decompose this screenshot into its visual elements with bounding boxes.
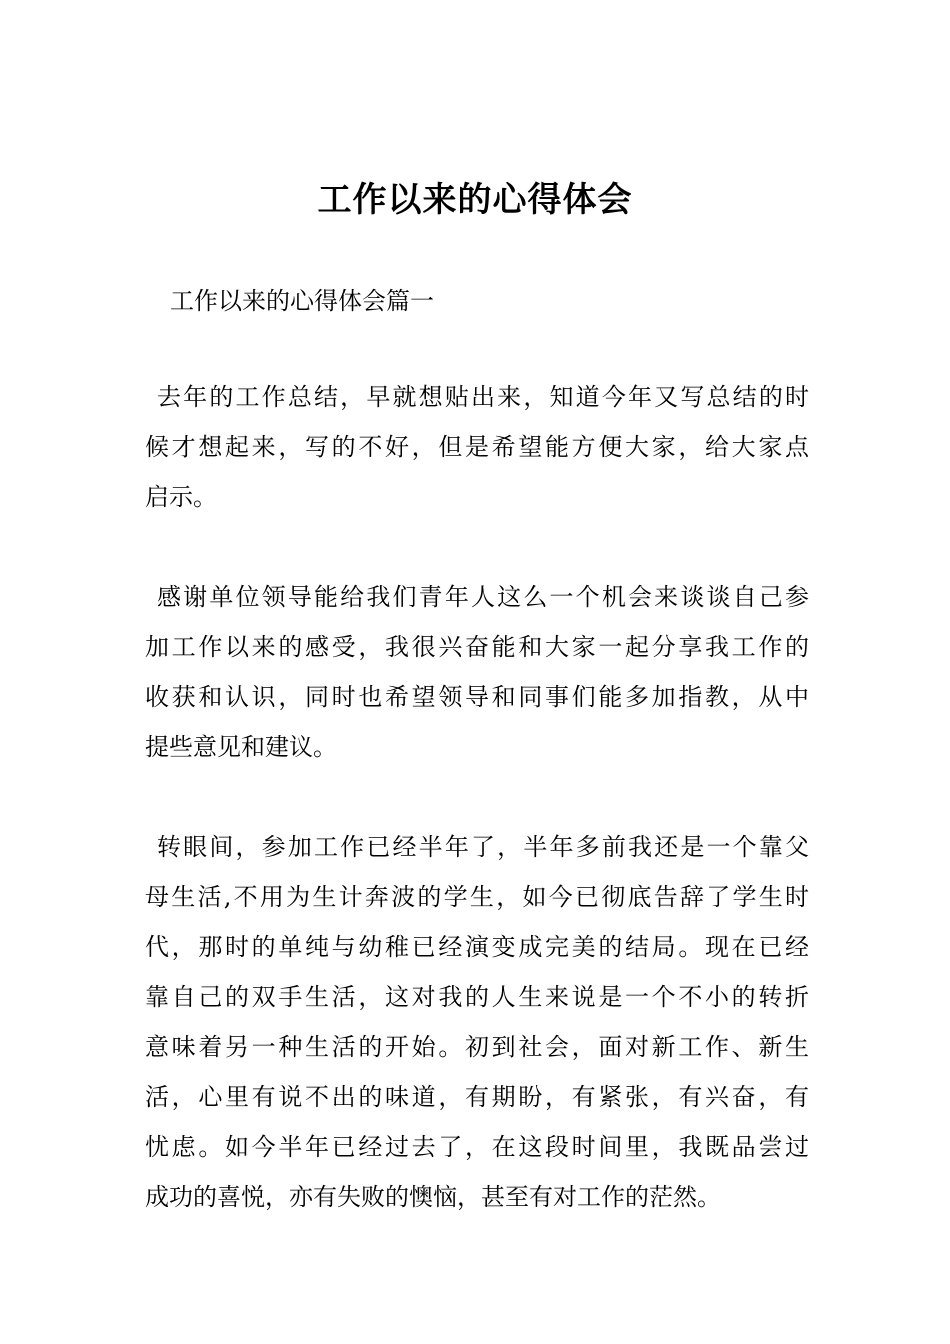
section-heading: 工作以来的心得体会篇一	[170, 287, 434, 315]
paragraph-line: 启示。	[145, 483, 217, 511]
paragraph-line: 感谢单位领导能给我们青年人这么一个机会来谈谈自己参	[157, 583, 809, 611]
paragraph-line: 母生活,不用为生计奔波的学生，如今已彻底告辞了学生时	[145, 883, 809, 911]
paragraph-line: 加工作以来的感受，我很兴奋能和大家一起分享我工作的	[145, 633, 809, 661]
paragraph-1	[145, 372, 809, 522]
paragraph-line: 成功的喜悦，亦有失败的懊恼，甚至有对工作的茫然。	[145, 1183, 721, 1211]
paragraph-line: 代，那时的单纯与幼稚已经演变成完美的结局。现在已经	[145, 933, 809, 961]
paragraph-line: 靠自己的双手生活，这对我的人生来说是一个不小的转折	[145, 983, 809, 1011]
document-title: 工作以来的心得体会	[317, 180, 633, 220]
paragraph-line: 提些意见和建议。	[145, 733, 337, 761]
paragraph-line: 忧虑。如今半年已经过去了，在这段时间里，我既品尝过	[145, 1133, 809, 1161]
paragraph-line: 意味着另一种生活的开始。初到社会，面对新工作、新生	[145, 1033, 809, 1061]
paragraph-line: 转眼间，参加工作已经半年了，半年多前我还是一个靠父	[157, 833, 809, 861]
paragraph-line: 收获和认识，同时也希望领导和同事们能多加指教，从中	[145, 683, 809, 711]
paragraph-line: 候才想起来，写的不好，但是希望能方便大家，给大家点	[145, 433, 809, 461]
paragraph-line: 活，心里有说不出的味道，有期盼，有紧张，有兴奋，有	[145, 1083, 809, 1111]
paragraph-line: 去年的工作总结，早就想贴出来，知道今年又写总结的时	[157, 383, 809, 411]
paragraph-3	[145, 822, 809, 1222]
paragraph-2	[145, 572, 809, 772]
